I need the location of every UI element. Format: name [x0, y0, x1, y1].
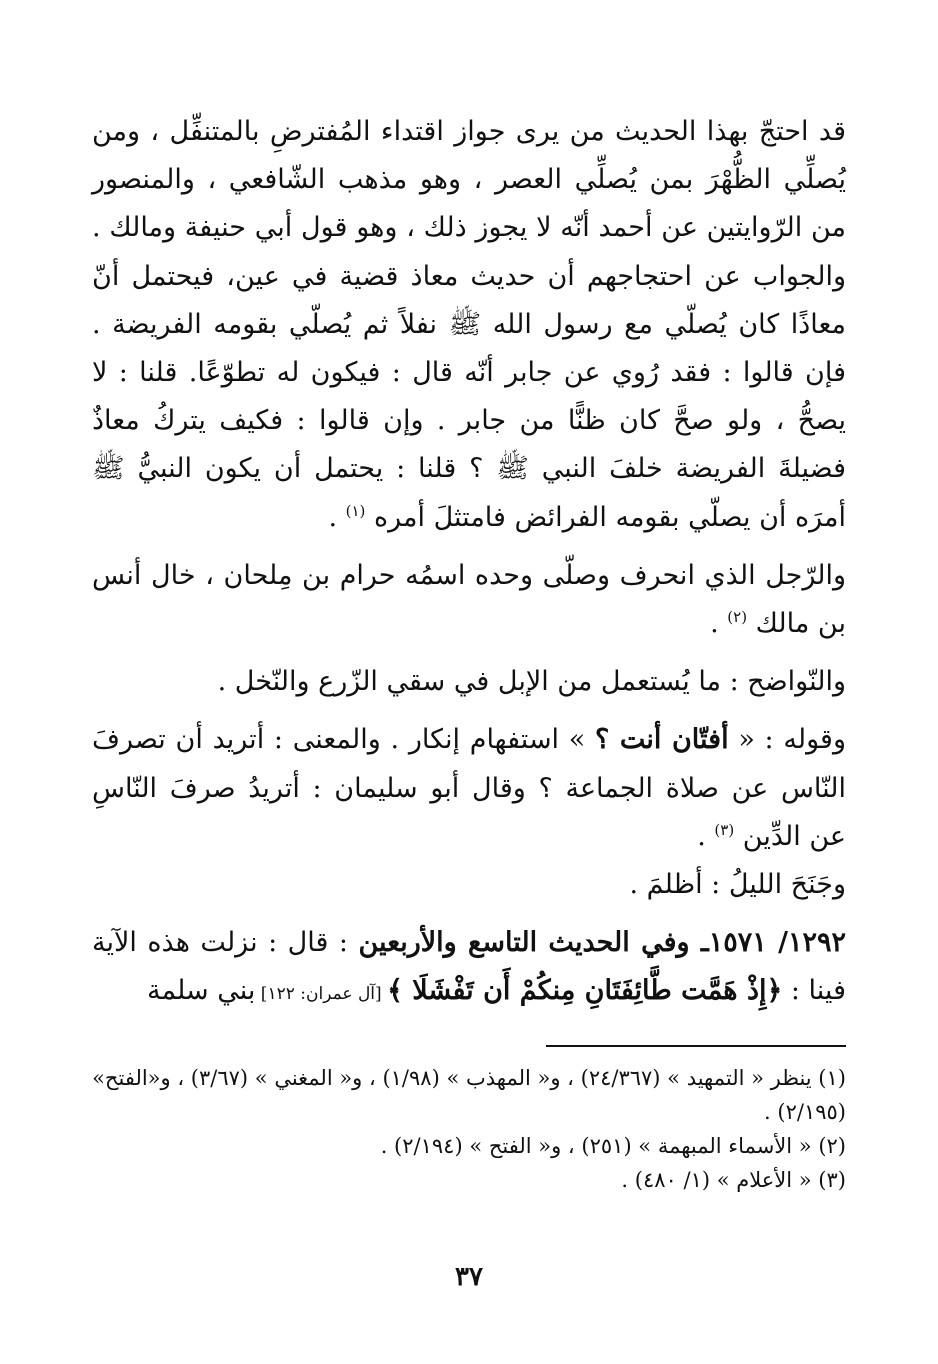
- paragraph-4-end: .: [697, 820, 715, 852]
- paragraph-4-mid: » استفهام إنكار .: [380, 724, 596, 756]
- page-number: ٣٧: [455, 1262, 483, 1292]
- hadith-text-1: : قال : نزلت هذه الآية فينا :: [92, 927, 846, 1007]
- footnote-ref-2: (٢): [727, 608, 748, 627]
- paragraph-1-end: .: [328, 501, 346, 533]
- paragraph-2: [92, 552, 846, 648]
- footnote-separator: [546, 1045, 846, 1047]
- paragraph-1-text: قد احتجّ بهذا الحديث من يرى جواز اقتداء المُفترضِ بالمتنفِّل ، ومن يُصلِّي الظُّهْرَ بمن يُصلِّي العصر ، وهو مذهب الشّافعي ، والمنصور من الرّوايتين عن أحمد أنّه لا يجوز ذلك ، وهو قول أبي حنيفة ومالك . والجواب عن احتجاجهم أن حديث معاذ قضية في عين، فيحتمل أنّ معاذًا كان يُصلّي مع رسول الله ﷺ نفلاً ثم يُصلّي بقومه الفريضة . فإن قالوا : فقد رُوي عن جابر أنّه قال : فيكون له تطوّعًا. قلنا : لا يصحُّ ، ولو صحَّ كان ظنًّا من جابر . وإن قالوا : فكيف يتركُ معاذٌ فضيلةَ الفريضة خلفَ النبي ﷺ ؟ قلنا : يحتمل أن يكون النبيُّ ﷺ أمرَه أن يصلّي بقومه الفرائض فامتثلَ أمره: [92, 116, 847, 533]
- paragraph-5-text: وجَنَحَ الليلُ : أظلمَ .: [629, 869, 846, 901]
- paragraph-2-text: والرّجل الذي انحرف وصلّى وحده اسمُه حرام بن مِلحان ، خال أنس بن مالك: [92, 559, 846, 640]
- main-text: [92, 108, 846, 1019]
- hadith-number: ١٢٩٢/ ١٥٧١ـ: [700, 927, 846, 959]
- paragraph-3: [92, 658, 846, 706]
- hadith-text-2: بني سلمة: [147, 975, 256, 1007]
- footnote-1: (١) ينظر « التمهيد » (٢٤/٣٦٧) ، و« المهذب » (١/٩٨) ، و« المغني » (٣/٦٧) ، و«الفتح» (٢/١٩٥) .: [92, 1065, 846, 1124]
- quran-verse: ﴿إِذْ هَمَّت طَّائِفَتَانِ مِنكُمْ أَن تَفْشَلَا ﴾: [387, 975, 783, 1007]
- footnote-ref-3: (٣): [714, 820, 735, 839]
- footnote-3: (٣) « الأعلام » (١/ ٤٨٠) .: [621, 1167, 846, 1192]
- hadith-paragraph: [92, 919, 846, 1018]
- paragraph-4: [92, 716, 846, 861]
- quoted-phrase: أفتّان أنت ؟: [595, 724, 729, 756]
- footnotes: [92, 1061, 846, 1197]
- paragraph-4-lead: وقوله : «: [728, 724, 846, 756]
- paragraph-1: [92, 108, 846, 542]
- paragraph-5: [92, 861, 846, 909]
- hadith-heading: وفي الحديث التاسع والأربعين: [358, 927, 701, 959]
- paragraph-3-text: والنّواضح : ما يُستعمل من الإبل في سقي الزّرع والنّخل .: [217, 666, 846, 698]
- footnote-2: (٢) « الأسماء المبهمة » (٢٥١) ، و« الفتح » (٢/١٩٤) .: [380, 1133, 846, 1158]
- footnote-ref-1: (١): [345, 501, 366, 520]
- paragraph-4-text: والمعنى : أتريد أن تصرفَ النّاس عن صلاة الجماعة ؟ وقال أبو سليمان : أتريدُ صرفَ النّاسِ عن الدِّين: [92, 724, 846, 852]
- paragraph-2-end: .: [710, 608, 728, 640]
- quran-reference: [آل عمران: ١٢٢]: [255, 984, 388, 1005]
